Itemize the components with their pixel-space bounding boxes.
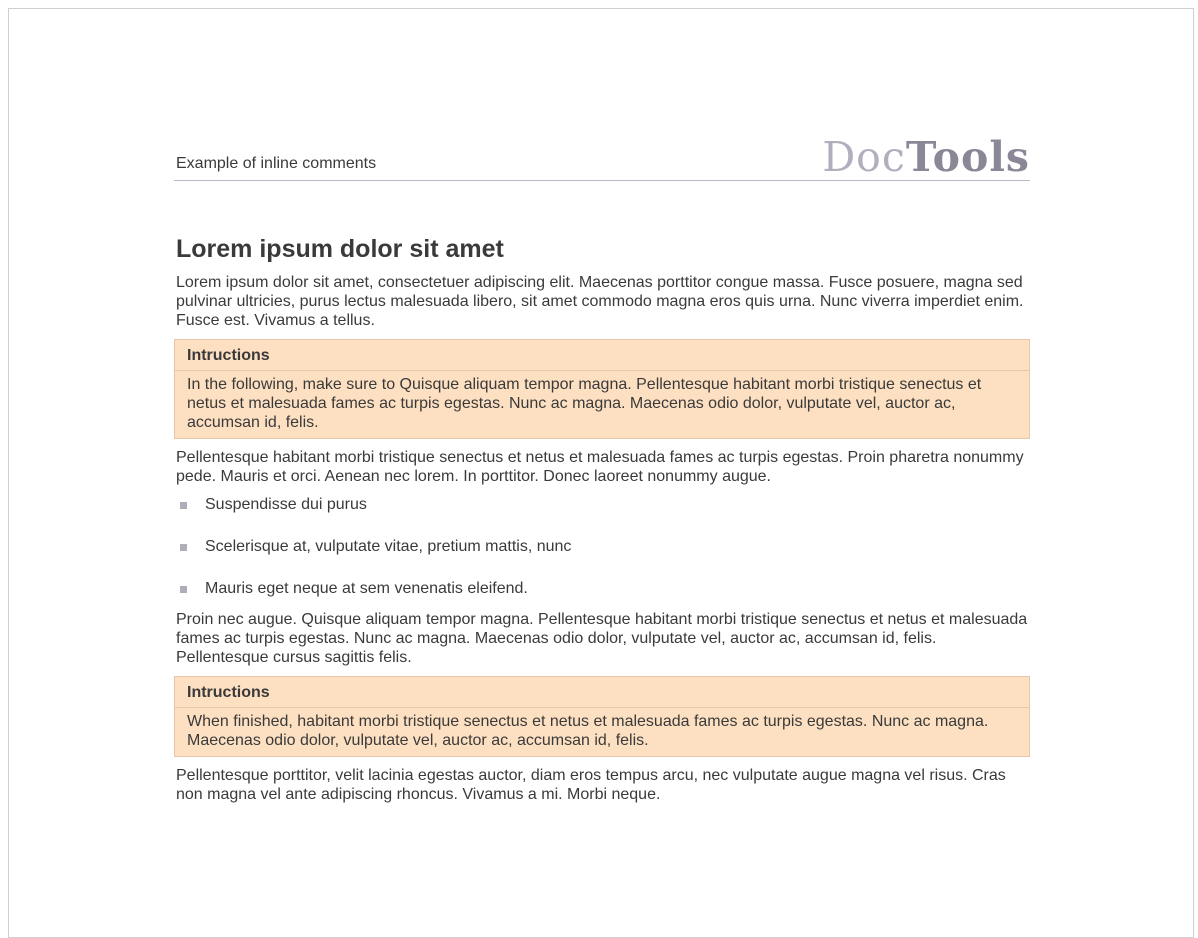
- inline-comment-title: Intructions: [175, 677, 1029, 708]
- paragraph-3: Proin nec augue. Quisque aliquam tempor magna. Pellentesque habitant morbi tristique senectus et netus et malesuada fames ac turpis egestas. Nunc ac magna. Maecenas odio dolor, vulputate vel, auctor ac, accumsan id, felis. Pellentesque cursus sagittis felis.: [176, 611, 1028, 666]
- square-bullet-icon: [180, 502, 187, 509]
- inline-comment-1: [174, 339, 1030, 439]
- logo-part-doc: Doc: [822, 133, 906, 181]
- paragraph-2: Pellentesque habitant morbi tristique senectus et netus et malesuada fames ac turpis egestas. Proin pharetra nonummy pede. Mauris et orci. Aenean nec lorem. In porttitor. Donec laoreet nonummy augue.: [176, 449, 1024, 485]
- paragraph-4: Pellentesque porttitor, velit lacinia egestas auctor, diam eros tempus arcu, nec vulputate augue magna vel risus. Cras non magna vel ante adipiscing rhoncus. Vivamus a mi. Morbi neque.: [176, 767, 1006, 803]
- list-item: [174, 495, 1030, 514]
- document-body: [174, 234, 1030, 813]
- bullet-list: [174, 495, 1030, 598]
- page-header: [174, 133, 1030, 181]
- doctools-logo: [822, 133, 1030, 181]
- square-bullet-icon: [180, 544, 187, 551]
- inline-comment-text: In the following, make sure to Quisque aliquam tempor magna. Pellentesque habitant morbi tristique senectus et netus et malesuada fames ac turpis egestas. Nunc ac magna. Maecenas odio dolor, vulputate vel, auctor ac, accumsan id, felis.: [187, 376, 982, 431]
- document-heading: Lorem ipsum dolor sit amet: [176, 235, 504, 263]
- inline-comment-text: When finished, habitant morbi tristique senectus et netus et malesuada fames ac turpis egestas. Nunc ac magna. Maecenas odio dolor, vulputate vel, auctor ac, accumsan id, felis.: [187, 713, 989, 749]
- inline-comment-title: Intructions: [175, 340, 1029, 371]
- list-item-text: Mauris eget neque at sem venenatis eleifend.: [205, 580, 528, 597]
- paragraph-1: Lorem ipsum dolor sit amet, consectetuer adipiscing elit. Maecenas porttitor congue massa. Fusce posuere, magna sed pulvinar ultricies, purus lectus malesuada libero, sit amet commodo magna eros quis urna. Nunc viverra imperdiet enim. Fusce est. Vivamus a tellus.: [176, 274, 1024, 329]
- logo-part-tools: Tools: [905, 133, 1030, 181]
- inline-comment-2: [174, 676, 1030, 757]
- document-page: [8, 8, 1194, 938]
- square-bullet-icon: [180, 586, 187, 593]
- list-item-text: Suspendisse dui purus: [205, 496, 367, 513]
- list-item-text: Scelerisque at, vulputate vitae, pretium mattis, nunc: [205, 538, 572, 555]
- header-title: Example of inline comments: [176, 155, 377, 172]
- list-item: [174, 537, 1030, 556]
- list-item: [174, 579, 1030, 598]
